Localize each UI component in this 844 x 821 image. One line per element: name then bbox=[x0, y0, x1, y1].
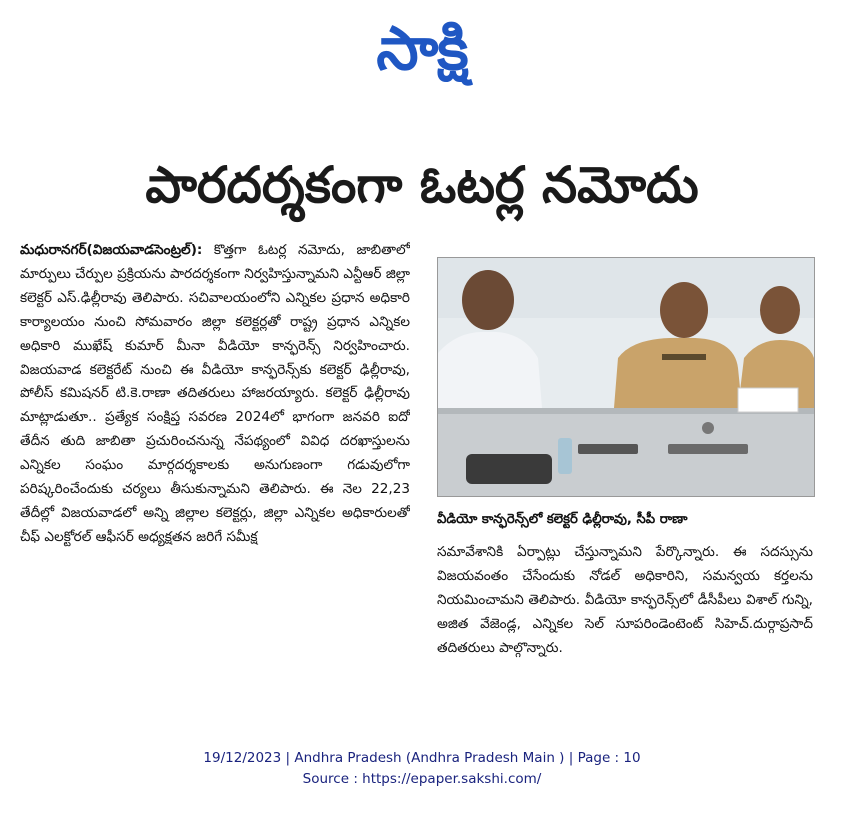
article-photo bbox=[437, 257, 815, 497]
article-dateline: మధురానగర్(విజయవాడసెంట్రల్): bbox=[20, 242, 203, 258]
article-column-left bbox=[20, 239, 410, 709]
newspaper-logo: సాక్షి bbox=[376, 14, 468, 84]
article-body-left: కొత్తగా ఓటర్ల నమోదు, జాబితాలో మార్పులు చేర్పుల ప్రక్రియను పారదర్శకంగా నిర్వహిస్తున్నామని ఎన్టీఆర్ జిల్లా కలెక్టర్ ఎస్.ఢిల్లీరావు తెలిపారు. సచివాలయంలోని ఎన్నికల ప్రధాన అధికారి కార్యాలయం నుంచి సోమవారం జిల్లా కలెక్టర్లతో రాష్ట్ర ప్రధాన ఎన్నికల అధికారి ముఖేష్ కుమార్ మీనా వీడియో కాన్ఫరెన్స్ నిర్వహించారు. విజయవాడ కలెక్టరేట్ నుంచి ఈ వీడియో కాన్ఫరెన్స్‌కు కలెక్టర్ ఢిల్లీరావు, పోలీస్ కమిషనర్ టి.కె.రాణా తదితరులు హాజరయ్యారు. కలెక్టర్ ఢిల్లీరావు మాట్లాడుతూ.. ప్రత్యేక సంక్షిప్త సవరణ 2024లో భాగంగా జనవరి ఐదో తేదీన తుది జాబితా ప్రచురించనున్న నేపథ్యంలో వివిధ దరఖాస్తులను ఎన్నికల సంఘం మార్గదర్శకాలకు అనుగుణంగా గడువులోగా పరిష్కరించేందుకు చర్యలు తీసుకున్నామని తెలిపారు. ఈ నెల 22,23 తేదీల్లో విజయవాడలో అన్ని జిల్లాల కలెక్టర్లు, జిల్లా ఎన్నికల అధికారులతో చీఫ్ ఎలక్టోరల్ ఆఫీసర్ అధ్యక్షతన జరిగే సమీక్ష bbox=[20, 242, 410, 545]
photo-caption: వీడియో కాన్ఫరెన్స్‌లో కలెక్టర్ ఢిల్లీరావు, సీపీ రాణా bbox=[437, 512, 688, 527]
footer-edition-info: 19/12/2023 | Andhra Pradesh (Andhra Pradesh Main ) | Page : 10 bbox=[203, 750, 641, 766]
footer-source: Source : https://epaper.sakshi.com/ bbox=[302, 771, 542, 787]
meeting-photo-illustration bbox=[438, 258, 814, 496]
article-column-right bbox=[437, 541, 813, 711]
article-headline: పారదర్శకంగా ఓటర్ల నమోదు bbox=[145, 156, 699, 214]
article-body-right: సమావేశానికి ఏర్పాట్లు చేస్తున్నామని పేర్కొన్నారు. ఈ సదస్సును విజయవంతం చేసేందుకు నోడల్ అధికారిని, సమన్వయ కర్తలను నియమించామని తెలిపారు. వీడియో కాన్ఫరెన్స్‌లో డీసీపీలు విశాల్ గున్ని, అజిత వేజెండ్ల, ఎన్నికల సెల్ సూపరిండెంటెంట్ సిహెచ్.దుర్గాప్రసాద్ తదితరులు పాల్గొన్నారు. bbox=[437, 544, 813, 656]
